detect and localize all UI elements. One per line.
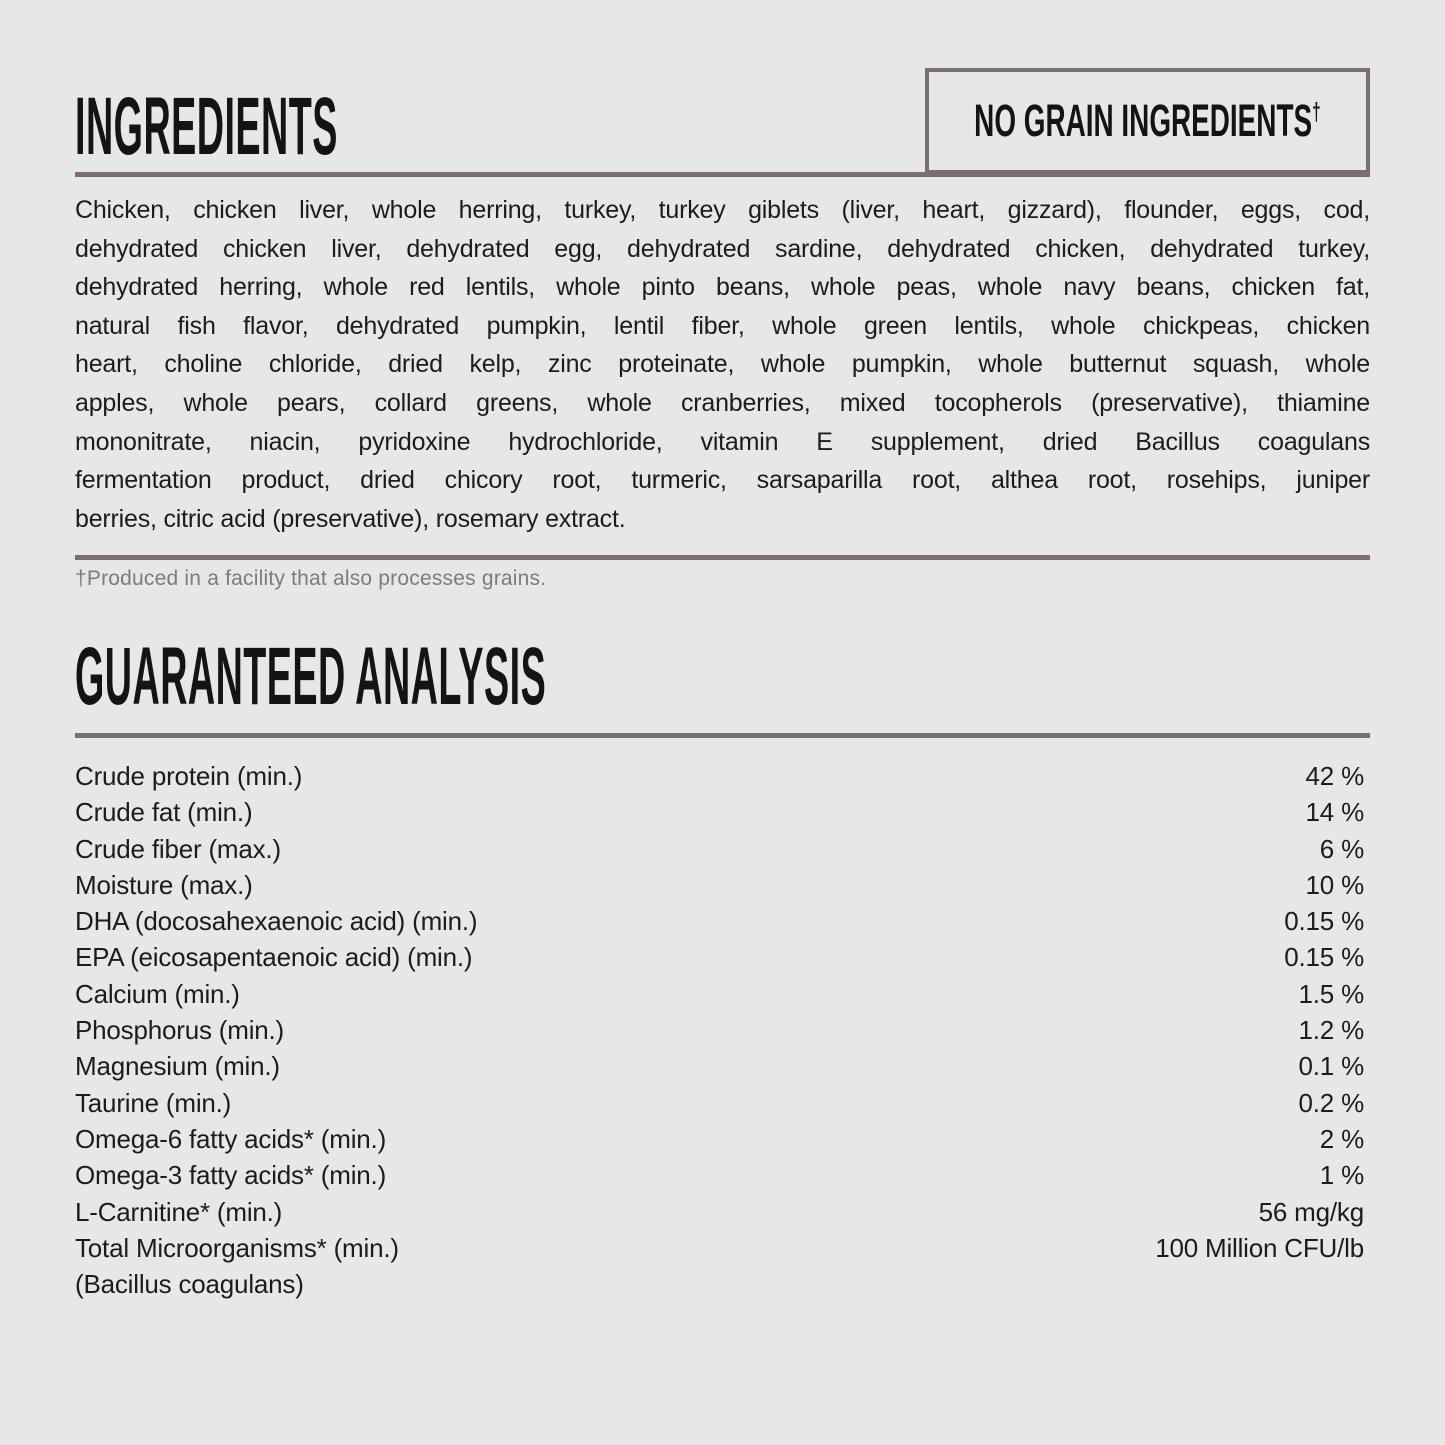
ingredients-list xyxy=(75,191,1370,538)
analysis-label: DHA (docosahexaenoic acid) (min.) xyxy=(75,906,478,937)
ingredients-line: natural fish flavor, dehydrated pumpkin, lentil fiber, whole green lentils, whole chickpeas, chicken xyxy=(75,311,1370,340)
analysis-value: 6 % xyxy=(1319,833,1364,864)
analysis-label: Omega-3 fatty acids* (min.) xyxy=(75,1160,387,1191)
analysis-label: L-Carnitine* (min.) xyxy=(75,1196,283,1227)
analysis-row xyxy=(75,1124,1370,1160)
ingredients-line: fermentation product, dried chicory root, turmeric, sarsaparilla root, althea root, rosehips, juniper xyxy=(75,466,1370,495)
analysis-label: Phosphorus (min.) xyxy=(75,1015,285,1046)
analysis-row xyxy=(75,1269,1370,1305)
ingredients-line: dehydrated chicken liver, dehydrated egg, dehydrated sardine, dehydrated chicken, dehydrated turkey, xyxy=(75,234,1370,263)
analysis-value: 1.2 % xyxy=(1298,1015,1364,1046)
ingredients-divider xyxy=(75,172,1370,177)
analysis-label: (Bacillus coagulans) xyxy=(75,1269,304,1300)
analysis-value: 0.1 % xyxy=(1298,1051,1364,1082)
analysis-value: 1.5 % xyxy=(1298,978,1364,1009)
no-grain-badge-label: NO GRAIN INGREDIENTS xyxy=(974,95,1313,146)
analysis-label: Crude protein (min.) xyxy=(75,761,303,791)
analysis-row xyxy=(75,1233,1370,1269)
ingredients-line: Chicken, chicken liver, whole herring, turkey, turkey giblets (liver, heart, gizzard), flounder, eggs, cod, xyxy=(75,196,1370,224)
analysis-label: Magnesium (min.) xyxy=(75,1051,280,1082)
analysis-label: Taurine (min.) xyxy=(75,1087,232,1118)
analysis-value: 0.2 % xyxy=(1298,1087,1364,1118)
ingredients-line: dehydrated herring, whole red lentils, whole pinto beans, whole peas, whole navy beans, chicken fat, xyxy=(75,273,1370,302)
analysis-label: Crude fat (min.) xyxy=(75,797,253,828)
analysis-value: 0.15 % xyxy=(1284,906,1364,937)
analysis-divider xyxy=(75,733,1370,738)
analysis-value: 2 % xyxy=(1319,1123,1364,1154)
ingredients-line: mononitrate, niacin, pyridoxine hydrochloride, vitamin E supplement, dried Bacillus coagulans xyxy=(75,427,1370,456)
analysis-value: 0.15 % xyxy=(1284,942,1364,973)
ingredients-line: berries, citric acid (preservative), rosemary extract. xyxy=(75,504,626,533)
analysis-value: 42 % xyxy=(1305,761,1364,791)
analysis-row xyxy=(75,1160,1370,1196)
analysis-row xyxy=(75,1088,1370,1124)
analysis-row xyxy=(75,1015,1370,1051)
ingredients-section-title: INGREDIENTS xyxy=(75,81,338,172)
analysis-row xyxy=(75,1051,1370,1087)
analysis-row xyxy=(75,1197,1370,1233)
analysis-label: Moisture (max.) xyxy=(75,869,253,900)
analysis-row xyxy=(75,979,1370,1015)
analysis-value: 56 mg/kg xyxy=(1258,1196,1364,1227)
analysis-value: 1 % xyxy=(1319,1160,1364,1191)
analysis-row xyxy=(75,906,1370,942)
guaranteed-analysis-title: GUARANTEED ANALYSIS xyxy=(75,631,547,722)
analysis-value: 10 % xyxy=(1305,869,1364,900)
analysis-value: 14 % xyxy=(1305,797,1364,828)
analysis-label: EPA (eicosapentaenoic acid) (min.) xyxy=(75,942,473,973)
footnote-divider xyxy=(75,555,1370,560)
ingredients-line: heart, choline chloride, dried kelp, zinc proteinate, whole pumpkin, whole butternut squash, whole xyxy=(75,350,1370,379)
dagger-footnote-marker: † xyxy=(1312,99,1321,126)
analysis-label: Calcium (min.) xyxy=(75,978,240,1009)
analysis-row xyxy=(75,942,1370,978)
analysis-row xyxy=(75,834,1370,870)
analysis-row xyxy=(75,797,1370,833)
no-grain-badge-text xyxy=(974,95,1320,147)
analysis-label: Total Microorganisms* (min.) xyxy=(75,1232,399,1263)
guaranteed-analysis-table xyxy=(75,761,1370,1305)
no-grain-badge xyxy=(925,68,1370,174)
analysis-row xyxy=(75,870,1370,906)
ingredients-line: apples, whole pears, collard greens, whole cranberries, mixed tocopherols (preservative), thiamine xyxy=(75,388,1370,417)
analysis-label: Crude fiber (max.) xyxy=(75,833,281,864)
analysis-value: 100 Million CFU/lb xyxy=(1155,1232,1364,1263)
analysis-label: Omega-6 fatty acids* (min.) xyxy=(75,1123,387,1154)
analysis-row xyxy=(75,761,1370,797)
grain-facility-footnote: †Produced in a facility that also processes grains. xyxy=(75,567,547,590)
